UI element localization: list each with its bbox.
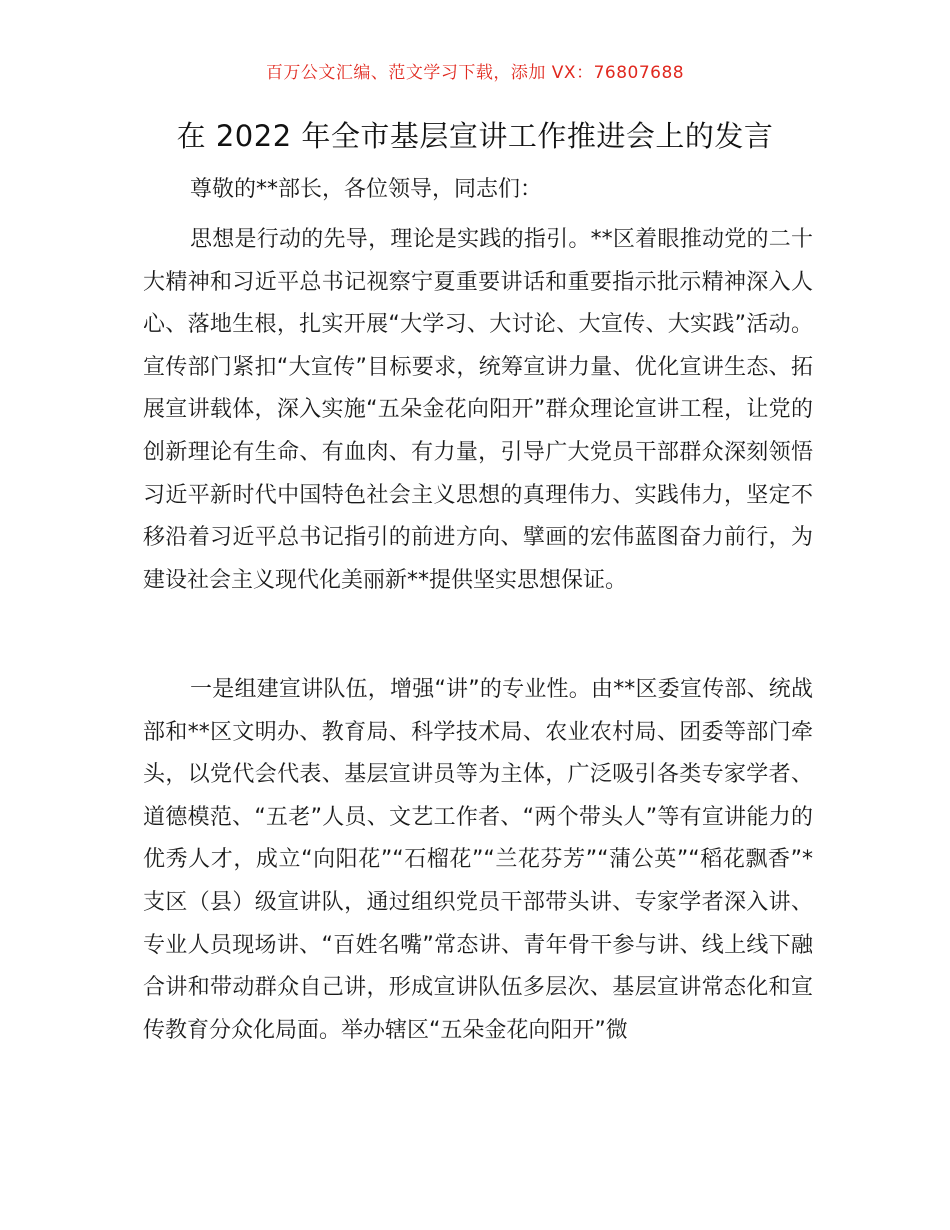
- salutation: 尊敬的**部长，各位领导，同志们：: [190, 177, 543, 202]
- document-title: 在 2022 年全市基层宣讲工作推进会上的发言: [176, 119, 774, 153]
- paragraph-intro: 思想是行动的先导，理论是实践的指引。**区着眼推动党的二十大精神和习近平总书记视察宁夏重要讲话和重要指示批示精神深入人心、落地生根，扎实开展“大学习、大讨论、大宣传、大实践”活动。宣传部门紧扣“大宣传”目标要求，统筹宣讲力量、优化宣讲生态、拓展宣讲载体，深入实施“五朵金花向阳开”群众理论宣讲工程，让党的创新理论有生命、有血肉、有力量，引导广大党员干部群众深刻领悟习近平新时代中国特色社会主义思想的真理伟力、实践伟力，坚定不移沿着习近平总书记指引的前进方向、擘画的宏伟蓝图奋力前行，为建设社会主义现代化美丽新**提供坚实思想保证。: [143, 227, 813, 593]
- paragraph-point-one: 一是组建宣讲队伍，增强“讲”的专业性。由**区委宣传部、统战部和**区文明办、教育局、科学技术局、农业农村局、团委等部门牵头，以党代会代表、基层宣讲员等为主体，广泛吸引各类专家学者、道德模范、“五老”人员、文艺工作者、“两个带头人”等有宣讲能力的优秀人才，成立“向阳花”“石榴花”“兰花芬芳”“蒲公英”“稻花飘香”*支区（县）级宣讲队，通过组织党员干部带头讲、专家学者深入讲、专业人员现场讲、“百姓名嘴”常态讲、青年骨干参与讲、线上线下融合讲和带动群众自己讲，形成宣讲队伍多层次、基层宣讲常态化和宣传教育分众化局面。举办辖区“五朵金花向阳开”微: [143, 677, 813, 1043]
- watermark-banner: 百万公文汇编、范文学习下载，添加 VX：76807688: [265, 63, 685, 83]
